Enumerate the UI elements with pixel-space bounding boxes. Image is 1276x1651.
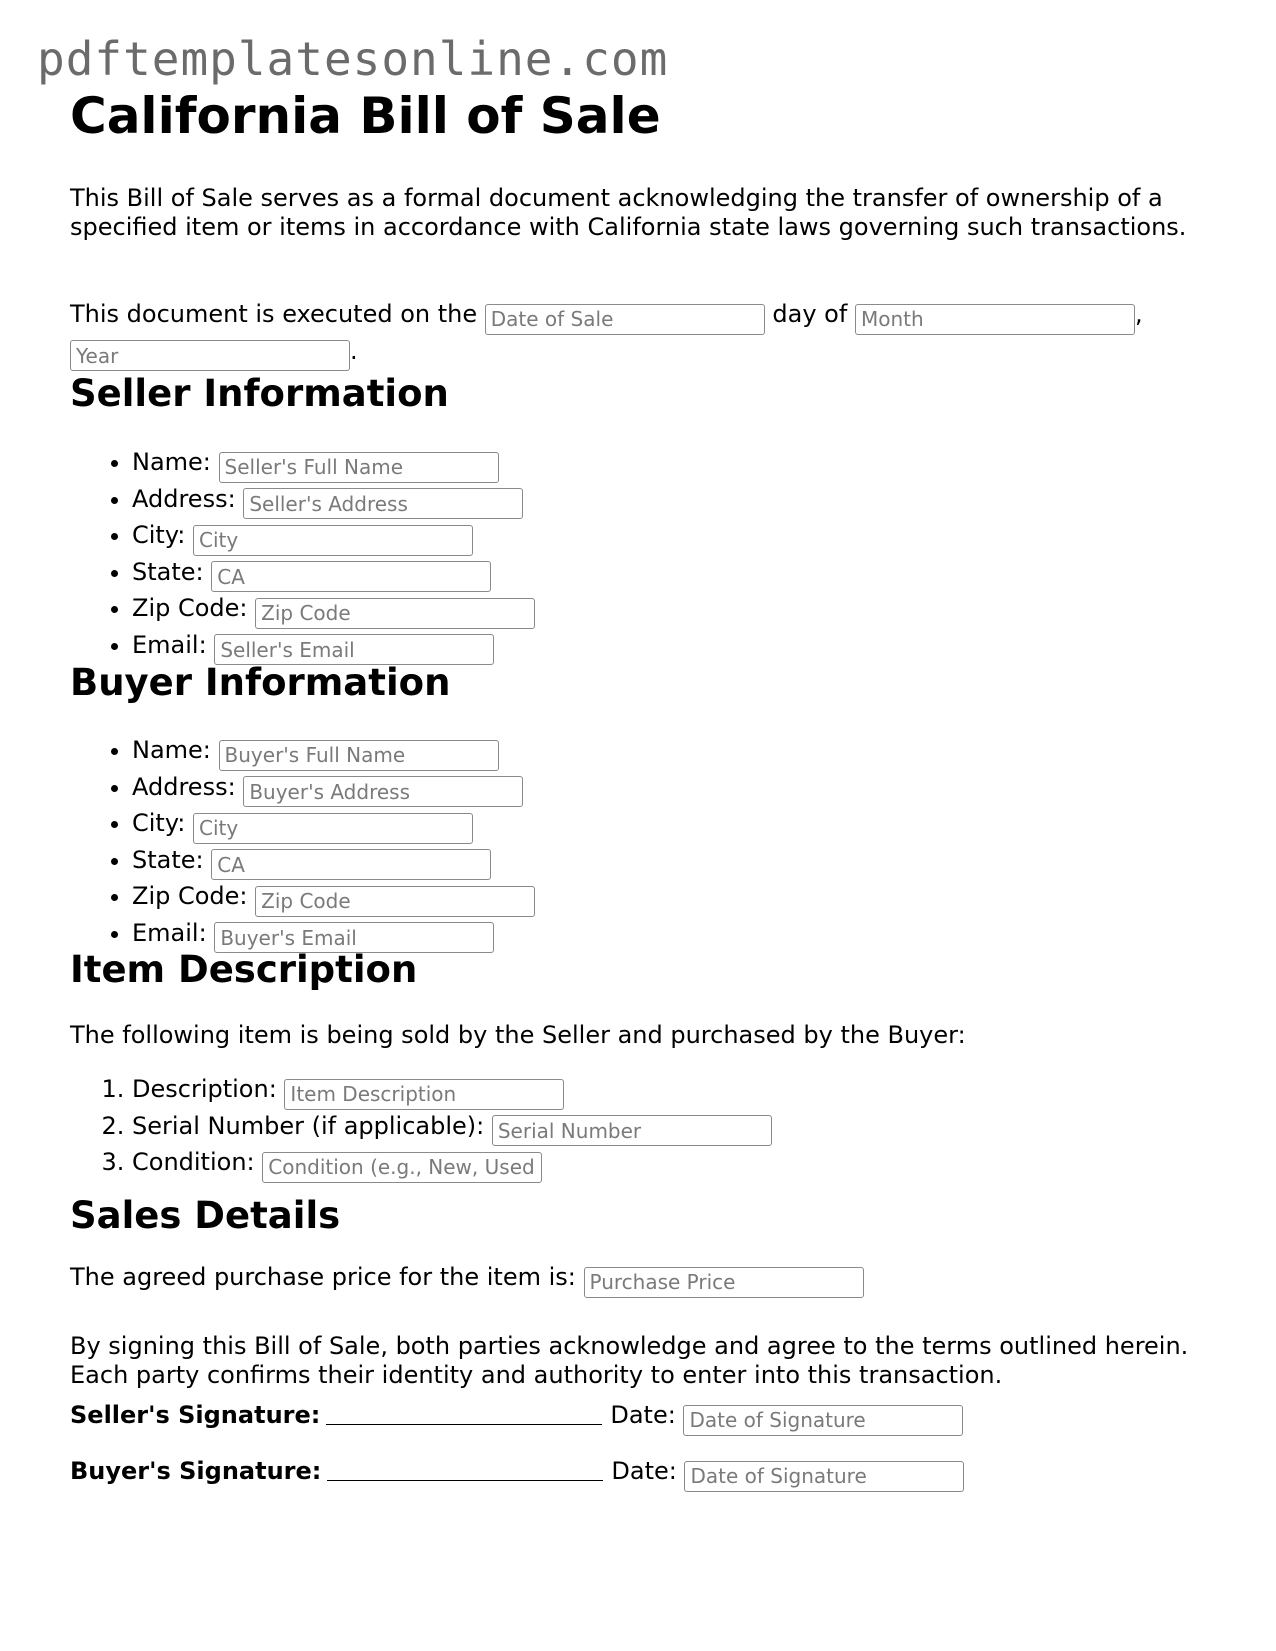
field-label: State:: [132, 557, 204, 586]
sales-heading: Sales Details: [70, 1194, 341, 1237]
buyer-name-input[interactable]: [219, 740, 499, 771]
buyer-signature-line[interactable]: [327, 1458, 603, 1481]
buyer-state-input[interactable]: [211, 849, 491, 880]
buyer-signature-row: [70, 1457, 964, 1492]
list-item: [132, 1146, 772, 1183]
purchase-price-line: [70, 1263, 864, 1298]
price-label: The agreed purchase price for the item is:: [70, 1263, 576, 1291]
buyer-address-input[interactable]: [243, 776, 523, 807]
year-input[interactable]: [70, 340, 350, 371]
buyer-signature-label: Buyer's Signature:: [70, 1457, 322, 1485]
executed-middle: day of: [772, 300, 848, 328]
field-label: Address:: [132, 484, 236, 513]
page-title: California Bill of Sale: [70, 87, 661, 145]
list-item: [132, 629, 535, 666]
field-label: Email:: [132, 918, 207, 947]
list-item: [132, 1073, 772, 1110]
field-label: City:: [132, 521, 186, 549]
seller-state-input[interactable]: [211, 561, 491, 592]
seller-signature-line[interactable]: [326, 1402, 602, 1425]
serial-number-input[interactable]: [492, 1115, 772, 1146]
list-item: [132, 556, 535, 593]
list-item: [132, 734, 535, 771]
field-label: Name:: [132, 736, 211, 764]
date-label: Date:: [611, 1457, 677, 1485]
seller-signature-date-input[interactable]: [683, 1405, 963, 1436]
field-label: Description:: [132, 1075, 277, 1103]
seller-signature-label: Seller's Signature:: [70, 1401, 321, 1429]
seller-fields-list: [70, 446, 535, 665]
purchase-price-input[interactable]: [584, 1267, 864, 1298]
month-input[interactable]: [855, 304, 1135, 335]
list-item: [132, 483, 535, 520]
seller-name-input[interactable]: [219, 452, 499, 483]
buyer-heading: Buyer Information: [70, 661, 451, 704]
field-label: Address:: [132, 772, 236, 801]
buyer-fields-list: [70, 734, 535, 953]
item-description-input[interactable]: [284, 1079, 564, 1110]
list-item: [132, 771, 535, 808]
seller-heading: Seller Information: [70, 372, 449, 415]
item-heading: Item Description: [70, 948, 418, 991]
watermark: pdftemplatesonline.com: [37, 32, 669, 86]
list-item: [132, 844, 535, 881]
field-label: Name:: [132, 448, 211, 476]
buyer-signature-date-input[interactable]: [684, 1461, 964, 1492]
execution-date-line: [70, 298, 1210, 371]
field-label: City:: [132, 809, 186, 837]
list-item: [132, 880, 535, 917]
date-of-sale-input[interactable]: [485, 304, 765, 335]
field-label: Email:: [132, 630, 207, 659]
list-item: [132, 807, 535, 844]
intro-paragraph: This Bill of Sale serves as a formal document acknowledging the transfer of ownership of a specified item or items in accordance with California state laws governing such transactions.: [70, 184, 1187, 241]
buyer-city-input[interactable]: [193, 813, 473, 844]
field-label: State:: [132, 845, 204, 874]
field-label: Zip Code:: [132, 882, 248, 910]
list-item: [132, 519, 535, 556]
field-label: Condition:: [132, 1148, 255, 1176]
executed-comma: ,: [1134, 300, 1143, 328]
list-item: [132, 592, 535, 629]
field-label: Zip Code:: [132, 594, 248, 622]
seller-city-input[interactable]: [193, 525, 473, 556]
list-item: [132, 1110, 772, 1147]
list-item: [132, 446, 535, 483]
executed-prefix: This document is executed on the: [70, 300, 478, 328]
field-label: Serial Number (if applicable):: [132, 1111, 485, 1140]
date-label: Date:: [610, 1401, 676, 1429]
item-fields-list: [70, 1073, 772, 1183]
seller-address-input[interactable]: [243, 488, 523, 519]
item-intro: The following item is being sold by the Seller and purchased by the Buyer:: [70, 1021, 966, 1049]
executed-period: .: [350, 336, 358, 365]
condition-input[interactable]: [262, 1152, 542, 1183]
acknowledgment-paragraph: By signing this Bill of Sale, both parties acknowledge and agree to the terms outlined herein. Each party confirms their identity and authority to enter into this transaction.: [70, 1332, 1189, 1389]
seller-zip-input[interactable]: [255, 598, 535, 629]
seller-signature-row: [70, 1401, 963, 1436]
buyer-zip-input[interactable]: [255, 886, 535, 917]
